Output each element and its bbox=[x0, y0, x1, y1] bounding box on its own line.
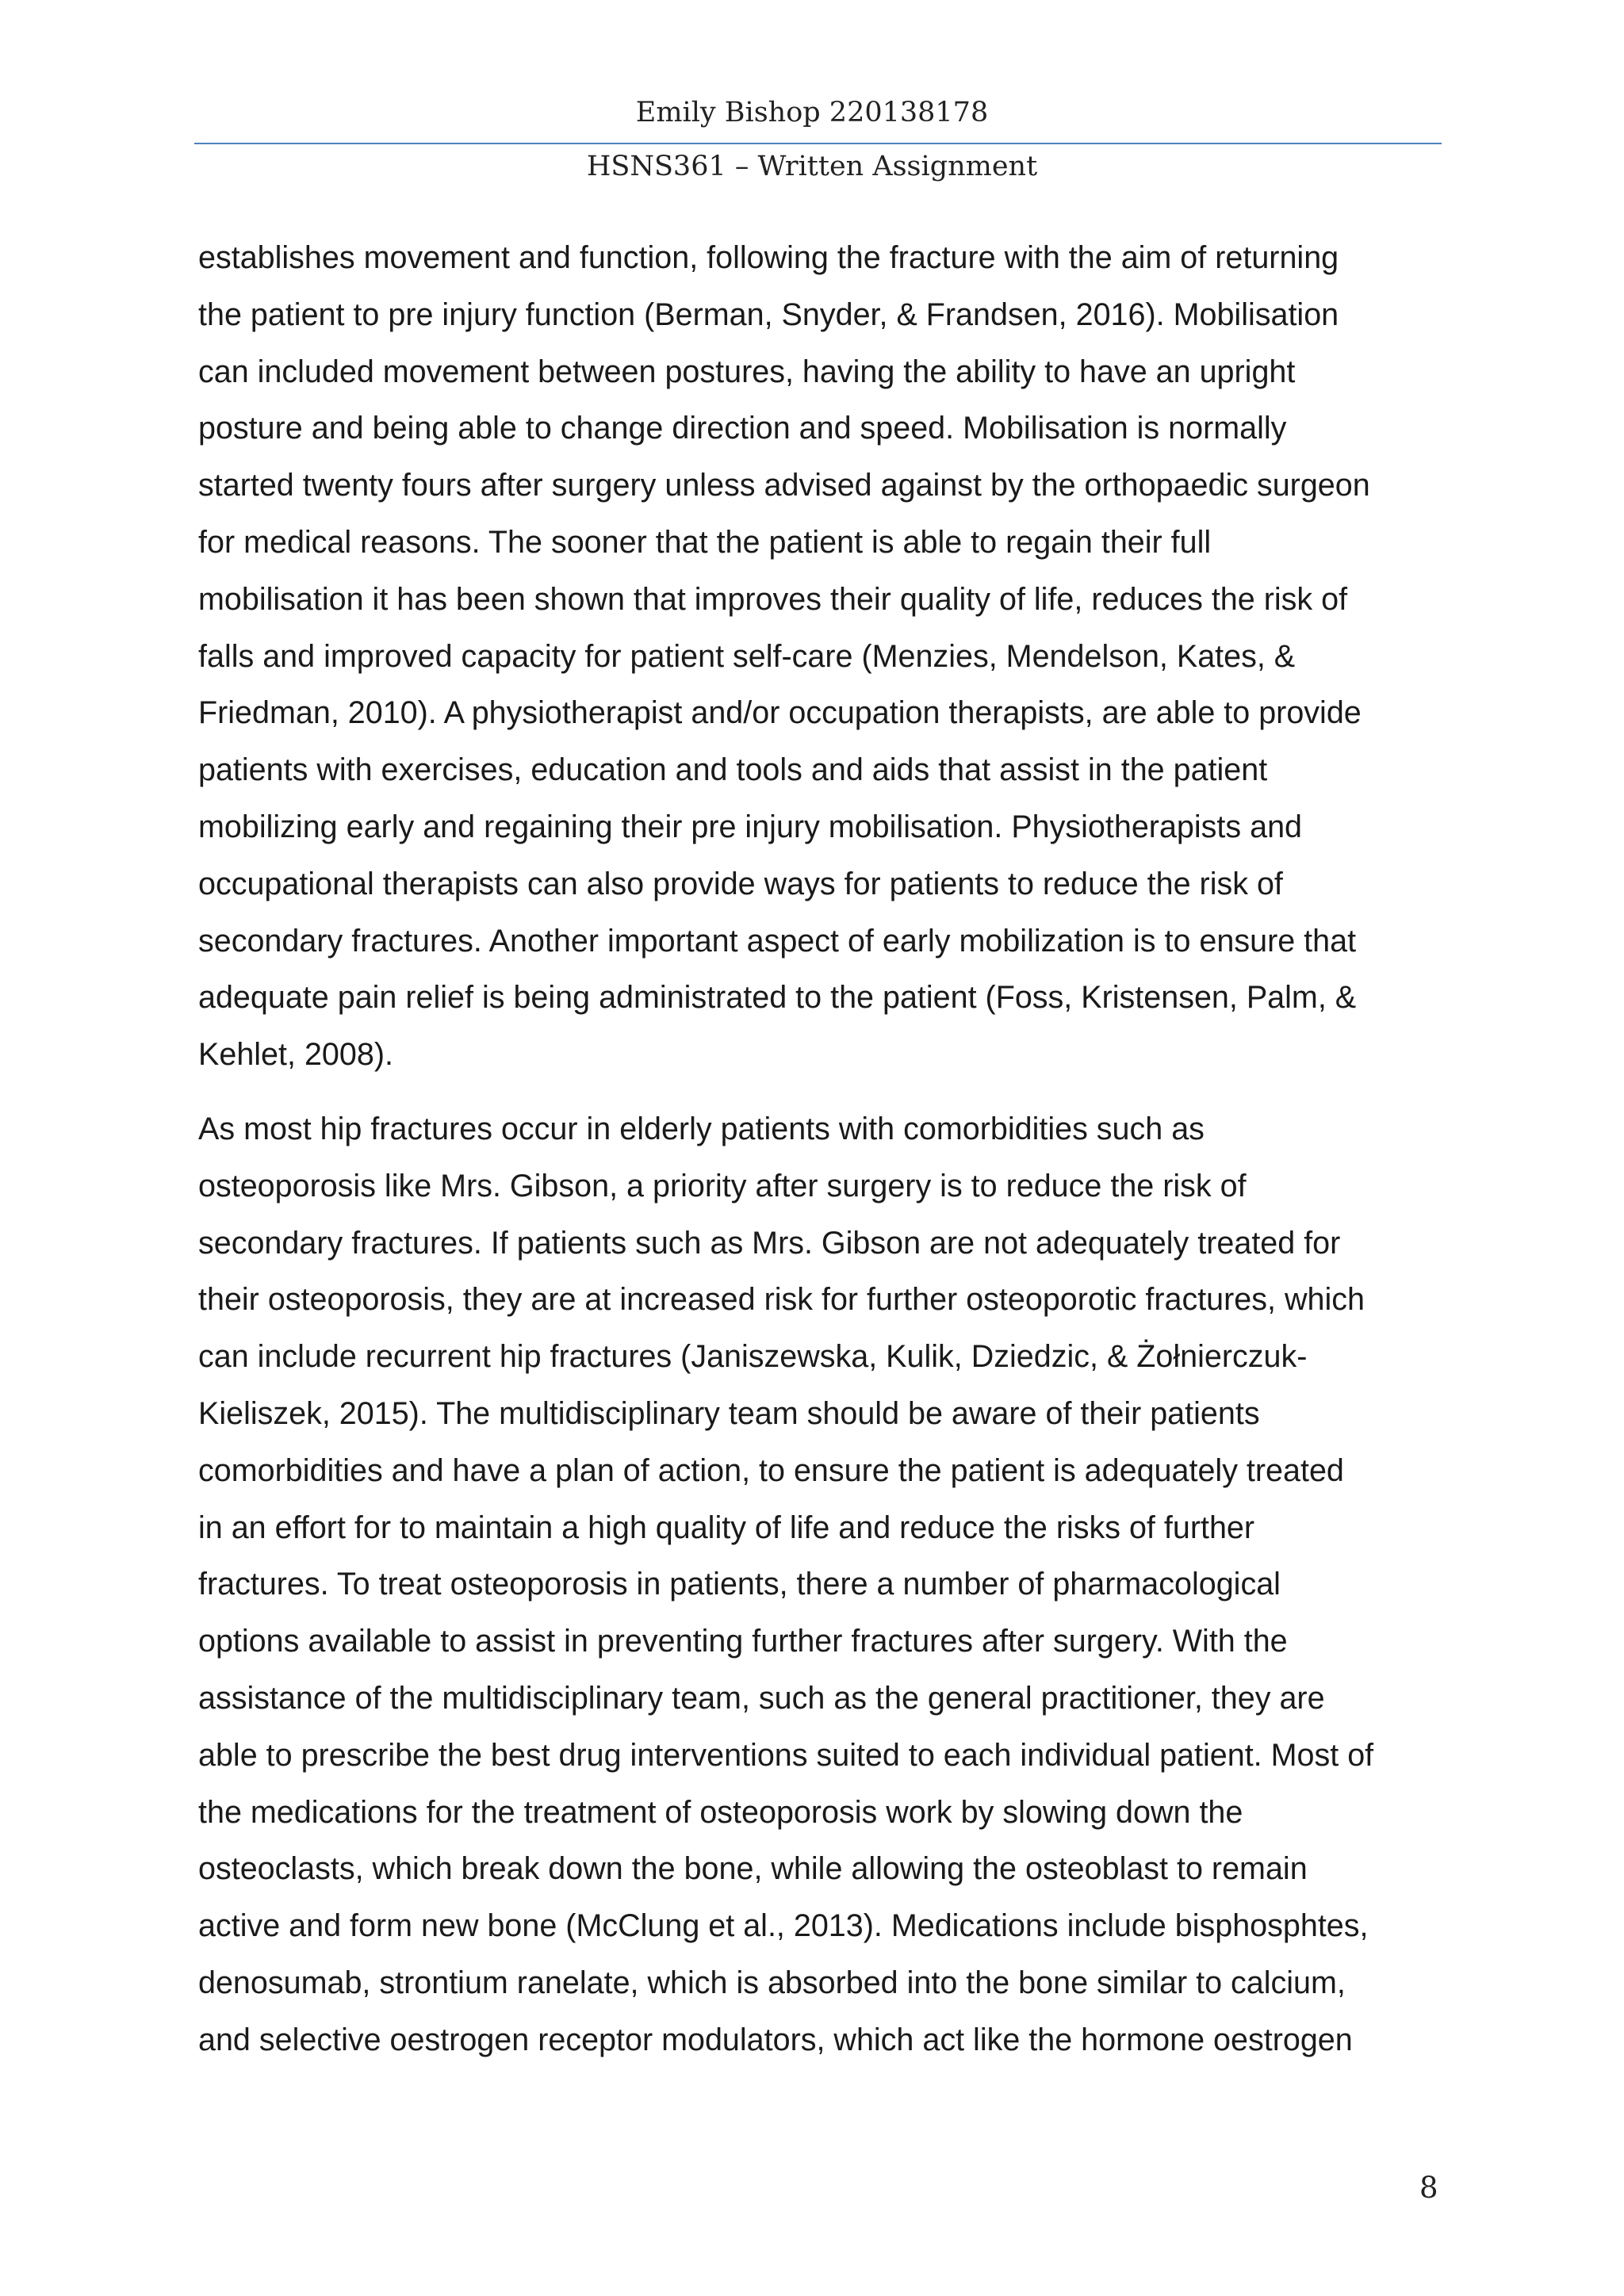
text-line: Kieliszek, 2015). The multidisciplinary team should be aware of their patients bbox=[198, 1395, 1260, 1431]
text-line: Friedman, 2010). A physiotherapist and/or occupation therapists, are able to provide bbox=[198, 695, 1362, 731]
text-line: for medical reasons. The sooner that the patient is able to regain their full bbox=[198, 524, 1212, 560]
text-line: patients with exercises, education and tools and aids that assist in the patient bbox=[198, 752, 1268, 788]
page-number: 8 bbox=[1419, 2171, 1438, 2205]
text-line: fractures. To treat osteoporosis in patients, there a number of pharmacological bbox=[198, 1567, 1281, 1602]
text-line: can include recurrent hip fractures (Janiszewska, Kulik, Dziedzic, & Żołnierczuk- bbox=[198, 1339, 1308, 1375]
text-line: in an effort for to maintain a high quality of life and reduce the risks of further bbox=[198, 1510, 1255, 1545]
text-line: denosumab, strontium ranelate, which is absorbed into the bone similar to calcium, bbox=[198, 1965, 1346, 2000]
header-divider bbox=[194, 143, 1442, 144]
text-line: can included movement between postures, having the ability to have an upright bbox=[198, 354, 1296, 389]
text-line: active and form new bone (McClung et al., 2013). Medications include bisphosphtes, bbox=[198, 1908, 1369, 1944]
paragraph-mobilisation bbox=[198, 230, 1443, 1084]
text-line: secondary fractures. If patients such as Mrs. Gibson are not adequately treated for bbox=[198, 1225, 1341, 1261]
text-line: establishes movement and function, following the fracture with the aim of returning bbox=[198, 240, 1339, 275]
text-line: occupational therapists can also provide ways for patients to reduce the risk of bbox=[198, 866, 1283, 901]
text-line: able to prescribe the best drug interventions suited to each individual patient. Most of bbox=[198, 1737, 1374, 1773]
header-course-line: HSNS361 – Written Assignment bbox=[586, 151, 1038, 182]
text-line: and selective oestrogen receptor modulators, which act like the hormone oestrogen bbox=[198, 2022, 1353, 2057]
text-line: the patient to pre injury function (Berman, Snyder, & Frandsen, 2016). Mobilisation bbox=[198, 297, 1339, 332]
text-line: falls and improved capacity for patient self-care (Menzies, Mendelson, Kates, & bbox=[198, 638, 1296, 674]
text-line: osteoclasts, which break down the bone, while allowing the osteoblast to remain bbox=[198, 1851, 1308, 1887]
text-line: comorbidities and have a plan of action, to ensure the patient is adequately treated bbox=[198, 1452, 1344, 1488]
text-line: adequate pain relief is being administrated to the patient (Foss, Kristensen, Palm, & bbox=[198, 980, 1357, 1016]
paragraph-osteoporosis bbox=[198, 1101, 1443, 2069]
document-body bbox=[198, 230, 1443, 2069]
text-line: Kehlet, 2008). bbox=[198, 1037, 393, 1073]
text-line: started twenty fours after surgery unless advised against by the orthopaedic surgeon bbox=[198, 468, 1370, 503]
text-line: mobilisation it has been shown that improves their quality of life, reduces the risk of bbox=[198, 581, 1348, 617]
text-line: mobilizing early and regaining their pre injury mobilisation. Physiotherapists and bbox=[198, 809, 1303, 844]
text-line: options available to assist in preventing further fractures after surgery. With the bbox=[198, 1624, 1288, 1659]
text-line: their osteoporosis, they are at increased risk for further osteoporotic fractures, which bbox=[198, 1282, 1365, 1318]
text-line: assistance of the multidisciplinary team, such as the general practitioner, they are bbox=[198, 1680, 1325, 1716]
header-author-line: Emily Bishop 220138178 bbox=[635, 97, 989, 128]
text-line: osteoporosis like Mrs. Gibson, a priority after surgery is to reduce the risk of bbox=[198, 1168, 1247, 1203]
text-line: As most hip fractures occur in elderly patients with comorbidities such as bbox=[198, 1111, 1205, 1146]
text-line: the medications for the treatment of osteoporosis work by slowing down the bbox=[198, 1794, 1243, 1830]
text-line: posture and being able to change direction and speed. Mobilisation is normally bbox=[198, 411, 1287, 446]
text-line: secondary fractures. Another important aspect of early mobilization is to ensure that bbox=[198, 923, 1357, 959]
